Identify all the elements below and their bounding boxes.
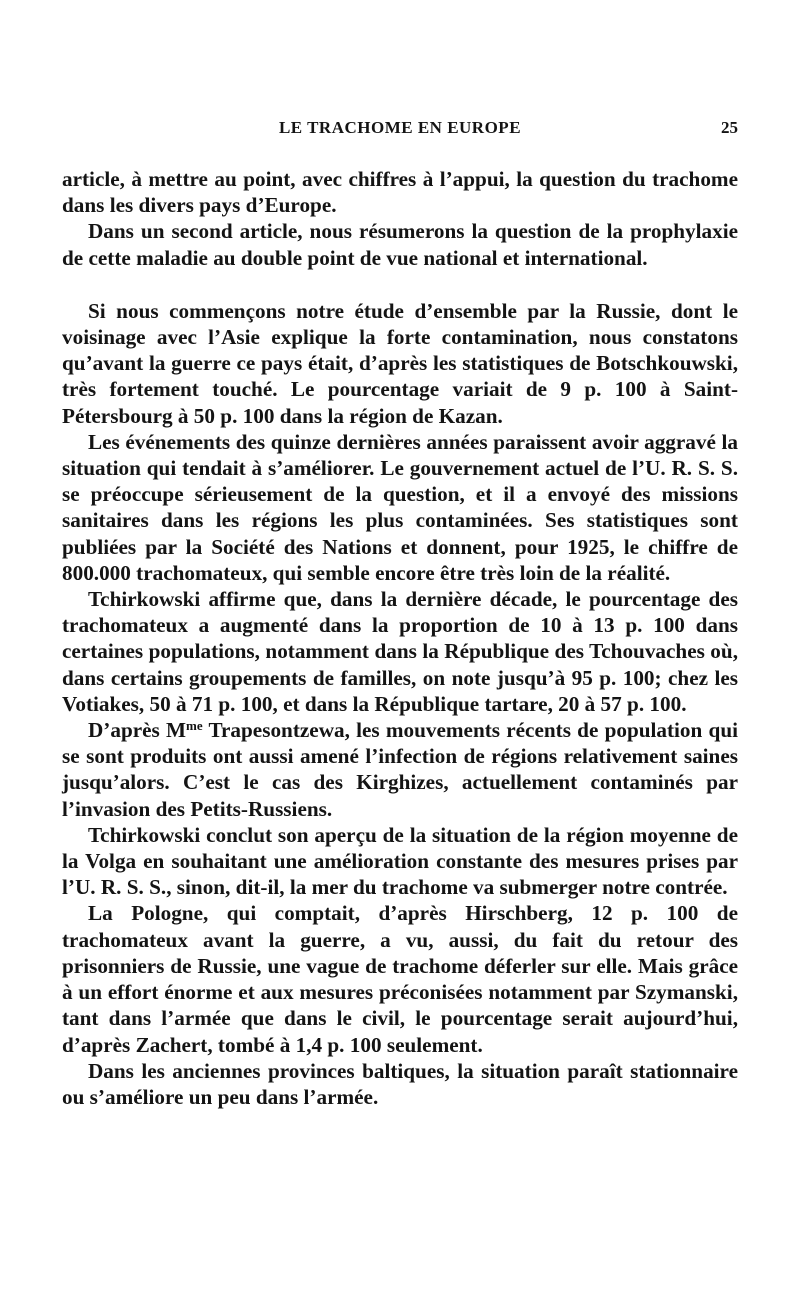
running-title: LE TRACHOME EN EUROPE	[278, 118, 522, 137]
paragraph-3: Si nous commençons notre étude d’ensemble par la Russie, dont le voisinage avec l’Asie explique la forte contamination, nous constatons qu’avant la guerre ce pays était, d’après les statistiques de Botschkouwski, très fortement touché. Le pourcentage variait de 9 p. 100 à Saint-Pétersbourg à 50 p. 100 dans la région de Kazan.	[62, 298, 738, 428]
paragraph-7: Tchirkowski conclut son aperçu de la situation de la région moyenne de la Volga en souhaitant une amélioration constante des mesures prises par l’U. R. S. S., sinon, dit-il, la mer du trachome va submerger notre contrée.	[62, 822, 738, 900]
page-header	[62, 118, 738, 144]
paragraph-6	[62, 717, 738, 822]
paragraph-6-text: Trapesontzewa, les mouvements récents de population qui se sont produits ont aussi amené l’infection de régions relativement saines jusqu’alors. C’est le cas des Kirghizes, actuellement contaminés par l’invasion des Petits-Russiens.	[62, 718, 738, 821]
body-text	[62, 166, 738, 1110]
paragraph-1: article, à mettre au point, avec chiffres à l’appui, la question du trachome dans les divers pays d’Europe.	[62, 167, 738, 218]
paragraph-4: Les événements des quinze dernières années paraissent avoir aggravé la situation qui tendait à s’améliorer. Le gouvernement actuel de l’U. R. S. S. se préoccupe sérieusement de la question, et il a envoyé des missions sanitaires dans les régions les plus contaminées. Ses statistiques sont publiées par la Société des Nations et donnent, pour 1925, le chiffre de 800.000 trachomateux, qui semble encore être très loin de la réalité.	[62, 429, 738, 585]
paragraph-5: Tchirkowski affirme que, dans la dernière décade, le pourcentage des trachomateux a augmenté dans la proportion de 10 à 13 p. 100 dans certaines populations, notamment dans la République des Tchouvaches où, dans certains groupements de familles, on note jusqu’à 95 p. 100; chez les Votiakes, 50 à 71 p. 100, et dans la République tartare, 20 à 57 p. 100.	[62, 587, 738, 716]
paragraph-9: Dans les anciennes provinces baltiques, la situation paraît stationnaire ou s’améliore un peu dans l’armée.	[62, 1058, 738, 1109]
paragraph-8: La Pologne, qui comptait, d’après Hirschberg, 12 p. 100 de trachomateux avant la guerre, a vu, aussi, du fait du retour des prisonniers de Russie, une vague de trachome déferler sur elle. Mais grâce à un effort énorme et aux mesures préconisées notamment par Szymanski, tant dans l’armée que dans le civil, le pourcentage serait aujourd’hui, d’après Zachert, tombé à 1,4 p. 100 seulement.	[62, 901, 738, 1057]
paragraph-2: Dans un second article, nous résumerons la question de la prophylaxie de cette maladie au double point de vue national et international.	[62, 219, 738, 270]
paragraph-6-superscript: me	[186, 718, 203, 734]
paragraph-6-lead: D’après M	[88, 718, 187, 743]
page-number: 25	[721, 118, 738, 137]
